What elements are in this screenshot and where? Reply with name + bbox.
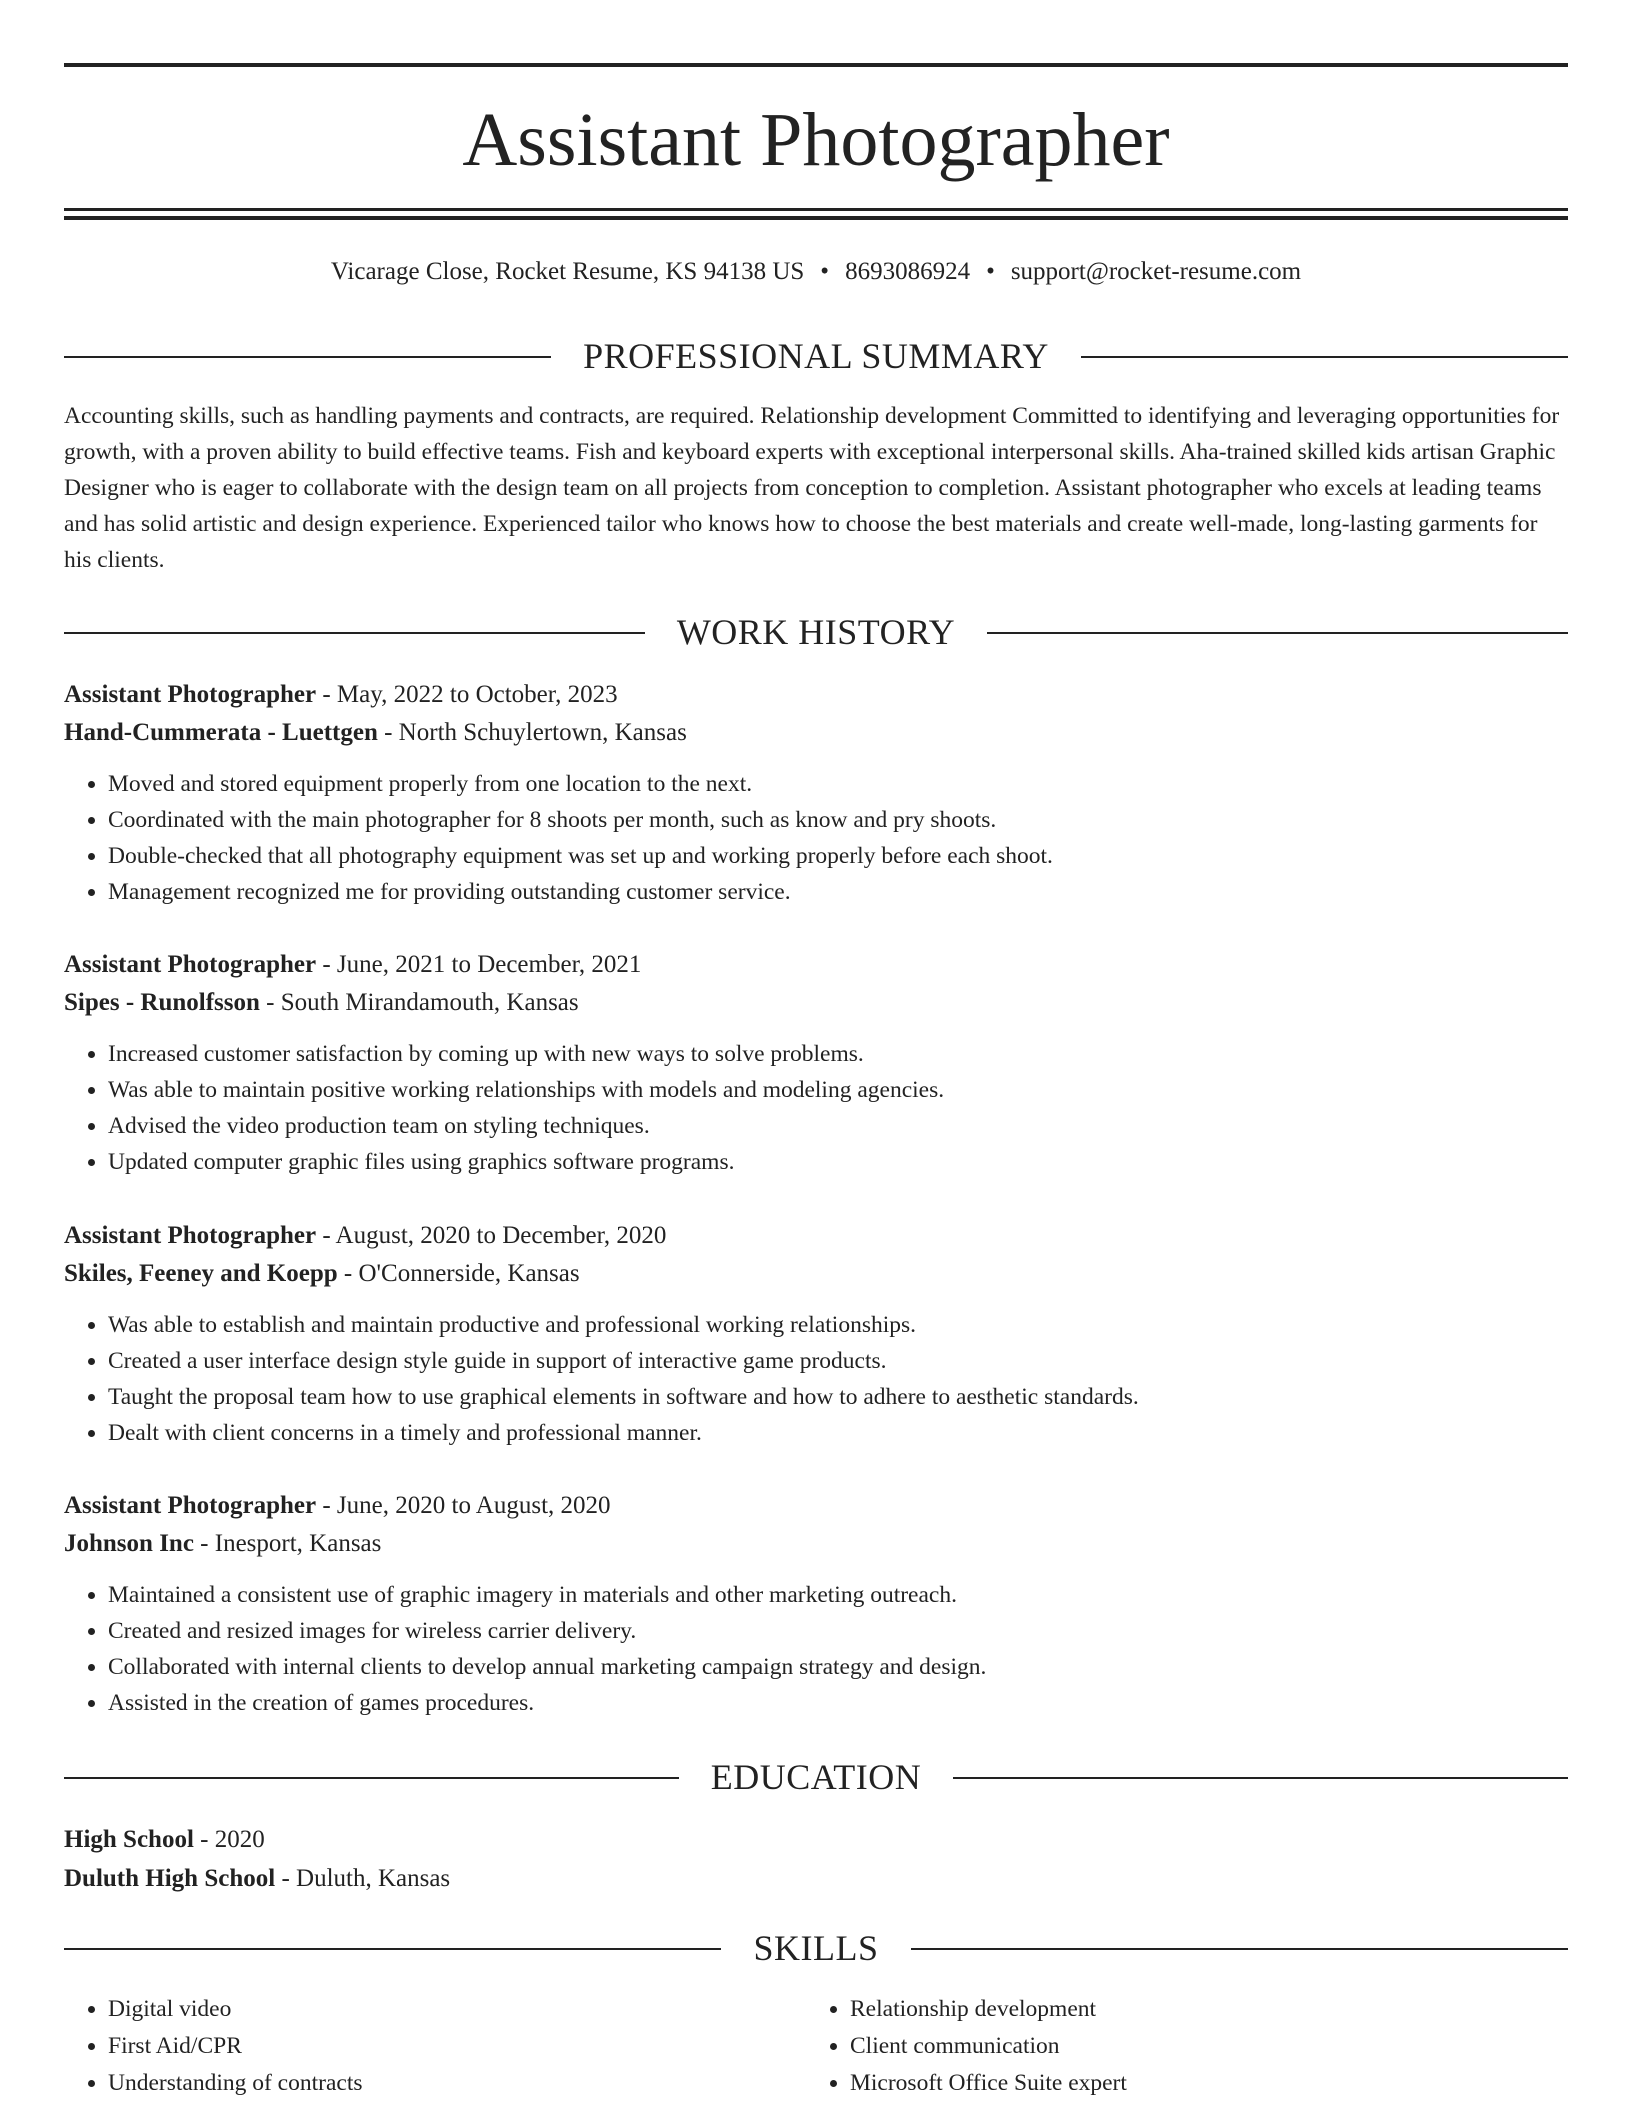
contact-phone: 8693086924 — [845, 258, 971, 285]
contact-line — [64, 254, 1568, 290]
job-bullet: • Created a user interface design style guide in support of interactive game products. — [108, 1343, 1568, 1379]
skill-item: • Digital video — [108, 1991, 808, 2028]
top-rule — [64, 63, 1568, 67]
skills-column-left — [64, 1991, 808, 2102]
job-bullets — [64, 1036, 1568, 1180]
job-location: - South Mirandamouth, Kansas — [259, 989, 579, 1016]
skills-column-right — [806, 1991, 1550, 2102]
job-bullet: • Was able to maintain positive working relationships with models and modeling agencies. — [108, 1072, 1568, 1108]
skill-item: • First Aid/CPR — [108, 2028, 808, 2065]
job-dates: - June, 2021 to December, 2021 — [316, 951, 642, 978]
job-bullet: • Collaborated with internal clients to develop annual marketing campaign strategy and design. — [108, 1649, 1568, 1685]
job-bullets — [64, 1307, 1568, 1451]
job-title: Assistant Photographer — [64, 1222, 317, 1249]
section-title: SKILLS — [721, 1928, 910, 1968]
job-bullet: • Taught the proposal team how to use graphical elements in software and how to adhere to aesthetic standards. — [108, 1379, 1568, 1415]
education-degree: High School — [64, 1826, 194, 1853]
job-title: Assistant Photographer — [64, 681, 317, 708]
contact-address: Vicarage Close, Rocket Resume, KS 94138 US — [330, 258, 805, 285]
job-company: Sipes - Runolfsson — [64, 989, 260, 1016]
job-bullet: • Dealt with client concerns in a timely and professional manner. — [108, 1415, 1568, 1451]
section-title: WORK HISTORY — [645, 612, 987, 652]
job-entry — [64, 1217, 1568, 1451]
job-location: - North Schuylertown, Kansas — [377, 719, 687, 746]
job-bullet: • Increased customer satisfaction by coming up with new ways to solve problems. — [108, 1036, 1568, 1072]
section-heading-skills — [64, 1928, 1568, 1968]
section-heading-summary — [64, 336, 1568, 376]
job-bullet: • Was able to establish and maintain productive and professional working relationships. — [108, 1307, 1568, 1343]
contact-separator: • — [986, 258, 995, 285]
title-double-rule — [64, 208, 1568, 220]
section-heading-education — [64, 1757, 1568, 1797]
job-bullet: • Double-checked that all photography equipment was set up and working properly before each shoot. — [108, 838, 1568, 874]
job-dates: - May, 2022 to October, 2023 — [316, 681, 618, 708]
skill-item: • Understanding of contracts — [108, 2065, 808, 2102]
job-dates: - June, 2020 to August, 2020 — [316, 1492, 611, 1519]
job-bullet: • Assisted in the creation of games procedures. — [108, 1685, 1568, 1721]
education-entry — [64, 1820, 1568, 1898]
section-title: PROFESSIONAL SUMMARY — [551, 336, 1081, 376]
section-heading-work-history — [64, 612, 1568, 652]
job-title: Assistant Photographer — [64, 1492, 317, 1519]
job-bullets — [64, 1577, 1568, 1721]
job-company: Hand-Cummerata - Luettgen — [64, 719, 378, 746]
job-bullet: • Advised the video production team on styling techniques. — [108, 1108, 1568, 1144]
job-bullet: • Management recognized me for providing outstanding customer service. — [108, 874, 1568, 910]
skill-item: • Microsoft Office Suite expert — [850, 2065, 1550, 2102]
job-bullet: • Created and resized images for wireless carrier delivery. — [108, 1613, 1568, 1649]
education-school: Duluth High School — [64, 1865, 276, 1892]
summary-text: Accounting skills, such as handling payments and contracts, are required. Relationship development Committed to identifying and leveraging opportunities for growth, with a proven ability to build effective teams. Fish and keyboard experts with exceptional interpersonal skills. Aha-trained skilled kids artisan Graphic Designer who is eager to collaborate with the design team on all projects from conception to completion. Assistant photographer who excels at leading teams and has solid artistic and design experience. Experienced tailor who knows how to choose the best materials and create well-made, long-lasting garments for his clients. — [64, 403, 1560, 573]
section-title: EDUCATION — [679, 1757, 953, 1797]
skill-item: • Client communication — [850, 2028, 1550, 2065]
job-title: Assistant Photographer — [64, 951, 317, 978]
job-bullet: • Updated computer graphic files using graphics software programs. — [108, 1144, 1568, 1180]
job-entry — [64, 1487, 1568, 1721]
contact-email: support@rocket-resume.com — [1010, 258, 1302, 285]
contact-separator: • — [820, 258, 830, 285]
job-location: - O'Connerside, Kansas — [337, 1260, 580, 1287]
job-bullet: • Maintained a consistent use of graphic imagery in materials and other marketing outreach. — [108, 1577, 1568, 1613]
job-location: - Inesport, Kansas — [193, 1530, 382, 1557]
job-entry — [64, 676, 1568, 910]
job-dates: - August, 2020 to December, 2020 — [316, 1222, 667, 1249]
job-bullets — [64, 766, 1568, 910]
job-company: Johnson Inc — [64, 1530, 194, 1557]
skill-item: • Relationship development — [850, 1991, 1550, 2028]
job-entry — [64, 946, 1568, 1180]
job-company: Skiles, Feeney and Koepp — [64, 1260, 338, 1287]
page-title: Assistant Photographer — [462, 98, 1170, 182]
job-bullet: • Moved and stored equipment properly from one location to the next. — [108, 766, 1568, 802]
education-location: - Duluth, Kansas — [275, 1865, 451, 1892]
education-year: - 2020 — [193, 1826, 265, 1853]
job-bullet: • Coordinated with the main photographer for 8 shoots per month, such as know and pry shoots. — [108, 802, 1568, 838]
